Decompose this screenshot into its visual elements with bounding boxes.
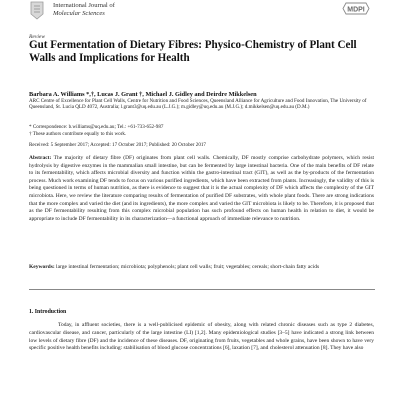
mdpi-logo-icon: [342, 2, 370, 15]
keywords-text: large intestinal fermentation; microbiota; polyphenols; plant cell walls; fruit; vegetables; cereals; short-chain fatty acids: [56, 264, 320, 270]
affiliation: ARC Centre of Excellence for Plant Cell Walls, Centre for Nutrition and Food Sciences, Queensland Alliance for Agriculture and Food Innovation, The University of Queensland, St. Lucia QLD 4072, Australia; l.grant3@uq.edu.au (L.J.G.); m.gidley@uq.edu.au (M.J.G.); d.mikkelsen@uq.edu.au (D.M.): [29, 98, 367, 111]
journal-name: [53, 2, 115, 17]
abstract: [29, 155, 374, 223]
author-list: Barbara A. Williams *,†, Lucas J. Grant †, Michael J. Gidley and Deirdre Mikkelsen: [29, 91, 257, 98]
divider: [29, 289, 375, 290]
publication-dates: Received: 5 September 2017; Accepted: 17 October 2017; Published: 20 October 2017: [29, 142, 206, 148]
article-title: Gut Fermentation of Dietary Fibres: Physico-Chemistry of Plant Cell Walls and Implications for Health: [29, 39, 357, 65]
journal-name-line2: Molecular Sciences: [53, 9, 105, 17]
article-type: Review: [29, 34, 46, 40]
journal-name-line1: International Journal of: [53, 2, 115, 9]
abstract-text: The majority of dietary fibre (DF) originates from plant cell walls. Chemically, DF mostly comprise carbohydrate polymers, which resist hydrolysis by digestive enzymes in the mammalian small intestine, but can be fermented by large intestinal bacteria. One of the main benefits of DF relate to its fermentability, which affects microbial diversity and function within the gastro-intestinal tract (GIT), as well as the by-products of the fermentation process. Much work examining DF tends to focus on various purified ingredients, which have been extracted from plants. Increasingly, the validity of this is being questioned in terms of human nutrition, as there is evidence to suggest that it is the actual complexity of DF which affects the complexity of the GIT microbiota. Here, we review the literature comparing results of fermentation of purified DF substrates, with whole plant foods. There are strong indications that the more complex and varied the diet (and its ingredients), the more complex and varied the GIT microbiota is likely to be. Therefore, it is proposed that as the DF fermentability resulting from this complex microbial population has such profound effects on human health in relation to diet, it would be appropriate to include DF fermentability in its characterization—a functional approach of immediate relevance to nutrition.: [29, 155, 374, 222]
keywords-label: Keywords:: [29, 264, 55, 270]
journal-logo-icon: [29, 0, 45, 20]
section-heading-introduction: 1. Introduction: [29, 309, 67, 315]
equal-contribution-note: † These authors contribute equally to this work.: [29, 131, 127, 137]
introduction-text: Today, in affluent societies, there is a well-publicised epidemic of obesity, along with related chronic diseases such as type 2 diabetes, cardiovascular disease, and cancer, particularly of the large intestine (LI) [1,2]. Many epidemiological studies [3–5] have indicated a strong link between low levels of dietary fibre (DF) and the incidence of these diseases. DF, originating from fruits, vegetables and whole grains, have been shown to have very specific positive health benefits including: stabilisation of blood glucose concentrations [6], laxation [7], and cholesterol attenuation [8]. They have also: [29, 322, 374, 352]
keywords: [29, 264, 374, 271]
correspondence: * Correspondence: b.williams@uq.edu.au; Tel.: +61-733-652-987: [29, 124, 164, 130]
mdpi-logo-text: MDPI: [347, 6, 365, 14]
abstract-label: Abstract:: [29, 155, 52, 161]
